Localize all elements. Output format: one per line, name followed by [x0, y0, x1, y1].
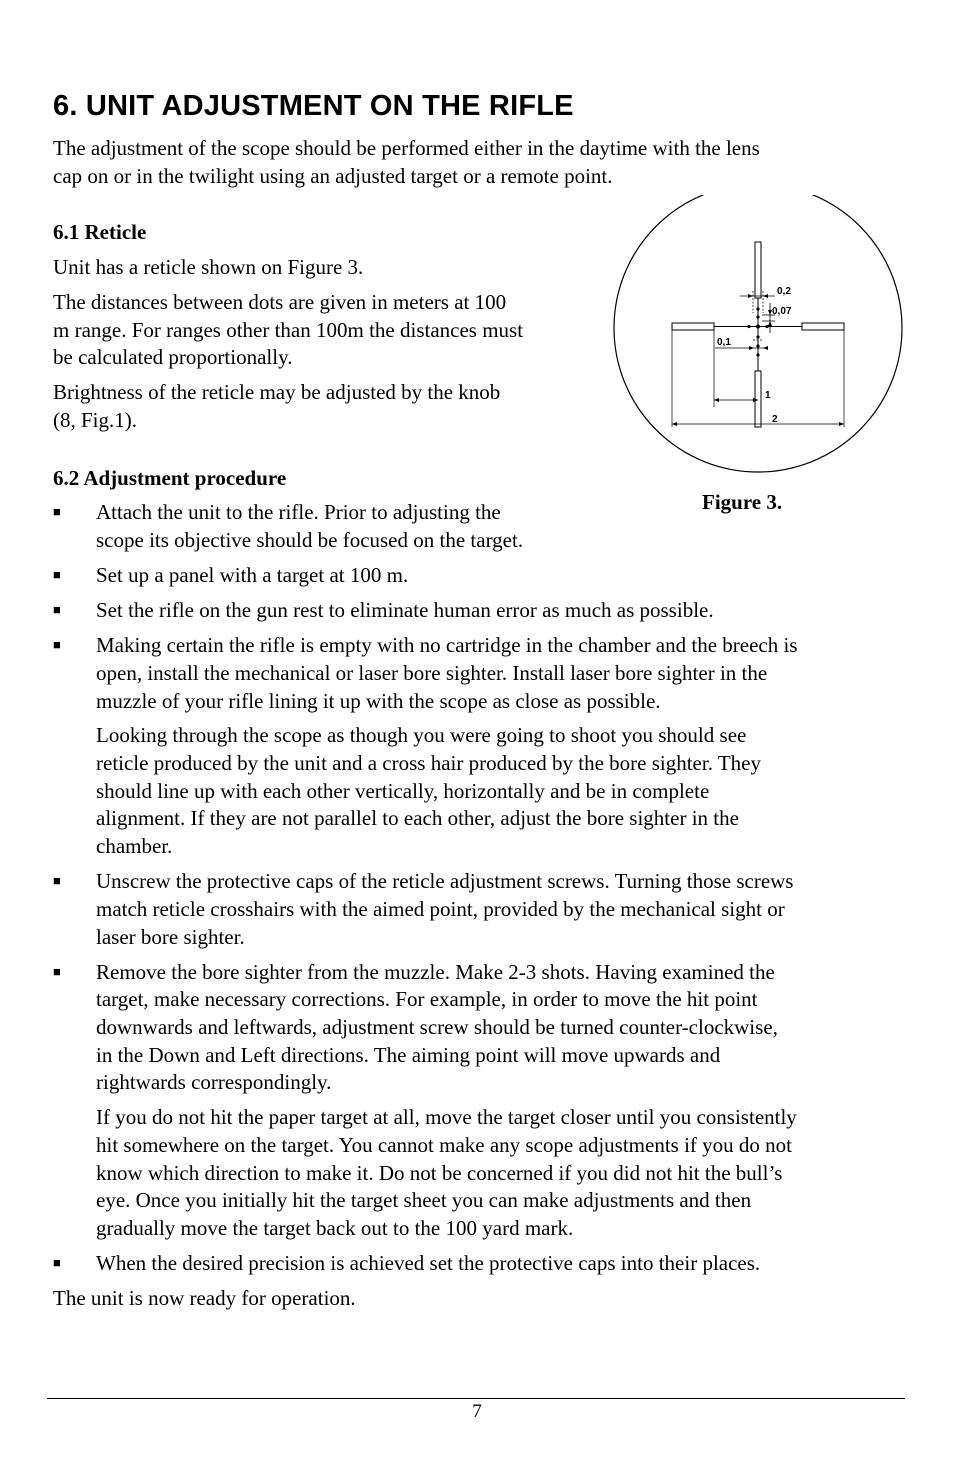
footer-rule — [47, 1398, 905, 1399]
dimension-arrow — [714, 398, 719, 402]
reticle-paragraph-2-line-1: The distances between dots are given in meters at 100 — [53, 290, 507, 314]
procedure-item-6-line-4: in the Down and Left directions. The aiming point will move upwards and — [96, 1043, 721, 1067]
procedure-item-5-line-2: match reticle crosshairs with the aimed point, provided by the mechanical sight or — [96, 897, 785, 921]
procedure-item-5-line-1: Unscrew the protective caps of the reticle adjustment screws. Turning those screws — [96, 869, 794, 893]
reticle-dot — [756, 315, 759, 318]
section-heading: 6. UNIT ADJUSTMENT ON THE RIFLE — [53, 90, 574, 122]
reticle-dot — [756, 325, 760, 329]
bottom-vertical-bar — [755, 371, 761, 427]
procedure-item-3: Set the rifle on the gun rest to eliminate human error as much as possible. — [96, 598, 714, 622]
figure-caption: Figure 3. — [702, 490, 783, 514]
procedure-item-2: Set up a panel with a target at 100 m. — [96, 563, 409, 587]
left-horizontal-bar — [672, 323, 714, 330]
label-0-07: 0,07 — [772, 306, 792, 317]
reticle-paragraph-3-line-2: (8, Fig.1). — [53, 408, 137, 432]
bullet-marker: ■ — [53, 873, 61, 888]
procedure-item-4-continuation-line-1: Looking through the scope as though you were going to shoot you should see — [96, 723, 747, 747]
reticle-dot — [747, 325, 750, 328]
reticle-paragraph-2-line-2: m range. For ranges other than 100m the distances must — [53, 318, 524, 342]
procedure-item-6-continuation-line-1: If you do not hit the paper target at all, move the target closer until you consistently — [96, 1105, 797, 1129]
intro-line-1: The adjustment of the scope should be performed either in the daytime with the lens — [53, 136, 760, 160]
reticle-dot — [756, 335, 759, 338]
reticle-dot — [756, 307, 759, 310]
reticle-dot — [756, 344, 759, 347]
closing-sentence: The unit is now ready for operation. — [53, 1286, 356, 1310]
bullet-marker: ■ — [53, 504, 61, 519]
procedure-item-5-line-3: laser bore sighter. — [96, 925, 245, 949]
procedure-item-6-line-2: target, make necessary corrections. For example, in order to move the hit point — [96, 987, 758, 1011]
top-vertical-bar — [755, 242, 761, 298]
procedure-item-6-line-5: rightwards correspondingly. — [96, 1070, 332, 1094]
procedure-item-6-continuation-line-5: gradually move the target back out to the 100 yard mark. — [96, 1216, 574, 1240]
procedure-item-4-continuation-line-5: chamber. — [96, 834, 173, 858]
bullet-marker: ■ — [53, 1255, 61, 1270]
reticle-dot — [765, 325, 768, 328]
procedure-item-6-line-3: downwards and leftwards, adjustment screw should be turned counter-clockwise, — [96, 1015, 778, 1039]
reticle-diagram — [610, 195, 910, 475]
dimension-arrow — [672, 422, 677, 426]
bullet-marker: ■ — [53, 567, 61, 582]
procedure-item-6-continuation-line-2: hit somewhere on the target. You cannot make any scope adjustments if you do not — [96, 1133, 792, 1157]
procedure-item-6-continuation-line-3: know which direction to make it. Do not be concerned if you did not hit the bull’s — [96, 1161, 783, 1185]
procedure-item-4-continuation-line-4: alignment. If they are not parallel to each other, adjust the bore sighter in the — [96, 806, 739, 830]
bullet-marker: ■ — [53, 602, 61, 617]
intro-line-2: cap on or in the twilight using an adjusted target or a remote point. — [53, 164, 613, 188]
procedure-subheading: 6.2 Adjustment procedure — [53, 466, 287, 490]
procedure-item-6-line-1: Remove the bore sighter from the muzzle. Make 2-3 shots. Having examined the — [96, 960, 775, 984]
reticle-paragraph-2-line-3: be calculated proportionally. — [53, 345, 293, 369]
reticle-dot — [756, 353, 759, 356]
procedure-item-4-continuation-line-3: should line up with each other vertically, horizontally and be in complete — [96, 779, 710, 803]
page-number: 7 — [472, 1401, 482, 1422]
dimension-arrow — [748, 294, 753, 298]
label-2: 2 — [772, 414, 778, 425]
dimension-arrow — [763, 346, 768, 350]
procedure-item-4-line-1: Making certain the rifle is empty with no cartridge in the chamber and the breech is — [96, 633, 798, 657]
procedure-item-1-line-2: scope its objective should be focused on the target. — [96, 528, 524, 552]
bullet-marker: ■ — [53, 637, 61, 652]
reticle-subheading: 6.1 Reticle — [53, 220, 147, 244]
procedure-item-4-line-2: open, install the mechanical or laser bore sighter. Install laser bore sighter in the — [96, 661, 768, 685]
procedure-item-1-line-1: Attach the unit to the rifle. Prior to adjusting the — [96, 500, 501, 524]
procedure-item-7: When the desired precision is achieved set the protective caps into their places. — [96, 1251, 761, 1275]
right-horizontal-bar — [802, 323, 844, 330]
dimension-arrow — [768, 321, 772, 326]
label-0-1: 0,1 — [717, 337, 731, 348]
procedure-item-4-line-3: muzzle of your rifle lining it up with the scope as close as possible. — [96, 689, 661, 713]
reticle-paragraph-3-line-1: Brightness of the reticle may be adjusted by the knob — [53, 380, 501, 404]
reticle-paragraph-1: Unit has a reticle shown on Figure 3. — [53, 255, 364, 279]
procedure-item-4-continuation-line-2: reticle produced by the unit and a cross hair produced by the bore sighter. They — [96, 751, 761, 775]
dimension-arrow — [749, 346, 754, 350]
label-0-2: 0,2 — [777, 286, 791, 297]
label-1: 1 — [765, 390, 771, 401]
bullet-marker: ■ — [53, 964, 61, 979]
procedure-item-6-continuation-line-4: eye. Once you initially hit the target sheet you can make adjustments and then — [96, 1188, 752, 1212]
dimension-arrow — [839, 422, 844, 426]
dimension-arrow — [763, 294, 768, 298]
